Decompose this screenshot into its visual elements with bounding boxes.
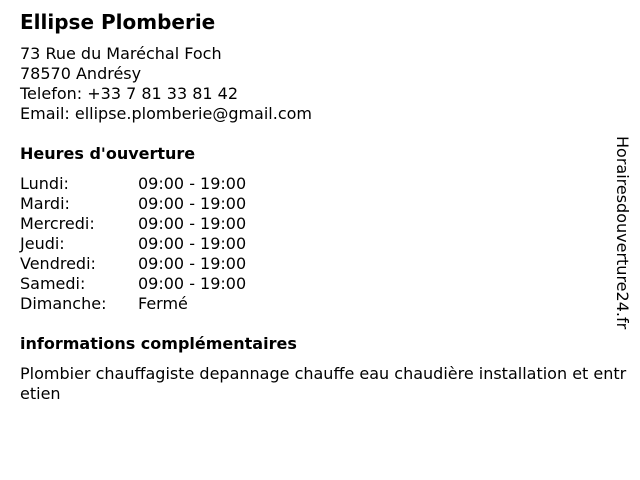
day-label: Mardi:	[20, 194, 70, 213]
contact-block	[20, 44, 312, 124]
phone-number: Telefon: +33 7 81 33 81 42	[20, 84, 239, 103]
day-label: Jeudi:	[20, 234, 65, 253]
site-watermark: Horairesdouverture24.fr	[613, 136, 632, 330]
hours-heading: Heures d'ouverture	[20, 144, 196, 163]
time-value: 09:00 - 19:00	[138, 274, 247, 293]
hours-row-vendredi	[20, 254, 246, 274]
day-label: Vendredi:	[20, 254, 96, 273]
hours-row-mardi	[20, 194, 246, 214]
day-label: Mercredi:	[20, 214, 95, 233]
info-heading: informations complémentaires	[20, 334, 297, 353]
day-label: Samedi:	[20, 274, 86, 293]
hours-row-mercredi	[20, 214, 246, 234]
hours-row-jeudi	[20, 234, 246, 254]
city-postal: 78570 Andrésy	[20, 64, 142, 83]
street-address: 73 Rue du Maréchal Foch	[20, 44, 222, 63]
time-value: 09:00 - 19:00	[138, 214, 247, 233]
hours-row-lundi	[20, 174, 246, 194]
time-value: 09:00 - 19:00	[138, 254, 247, 273]
time-value: 09:00 - 19:00	[138, 174, 247, 193]
day-label: Lundi:	[20, 174, 69, 193]
hours-row-samedi	[20, 274, 246, 294]
time-value: 09:00 - 19:00	[138, 194, 247, 213]
time-value: Fermé	[138, 294, 188, 313]
business-name: Ellipse Plomberie	[20, 10, 216, 34]
day-label: Dimanche:	[20, 294, 107, 313]
email-address: Email: ellipse.plomberie@gmail.com	[20, 104, 313, 123]
opening-hours-table	[20, 174, 246, 314]
hours-row-dimanche	[20, 294, 246, 314]
business-description: Plombier chauffagiste depannage chauffe eau chaudière installation et entretien	[20, 364, 627, 403]
time-value: 09:00 - 19:00	[138, 234, 247, 253]
